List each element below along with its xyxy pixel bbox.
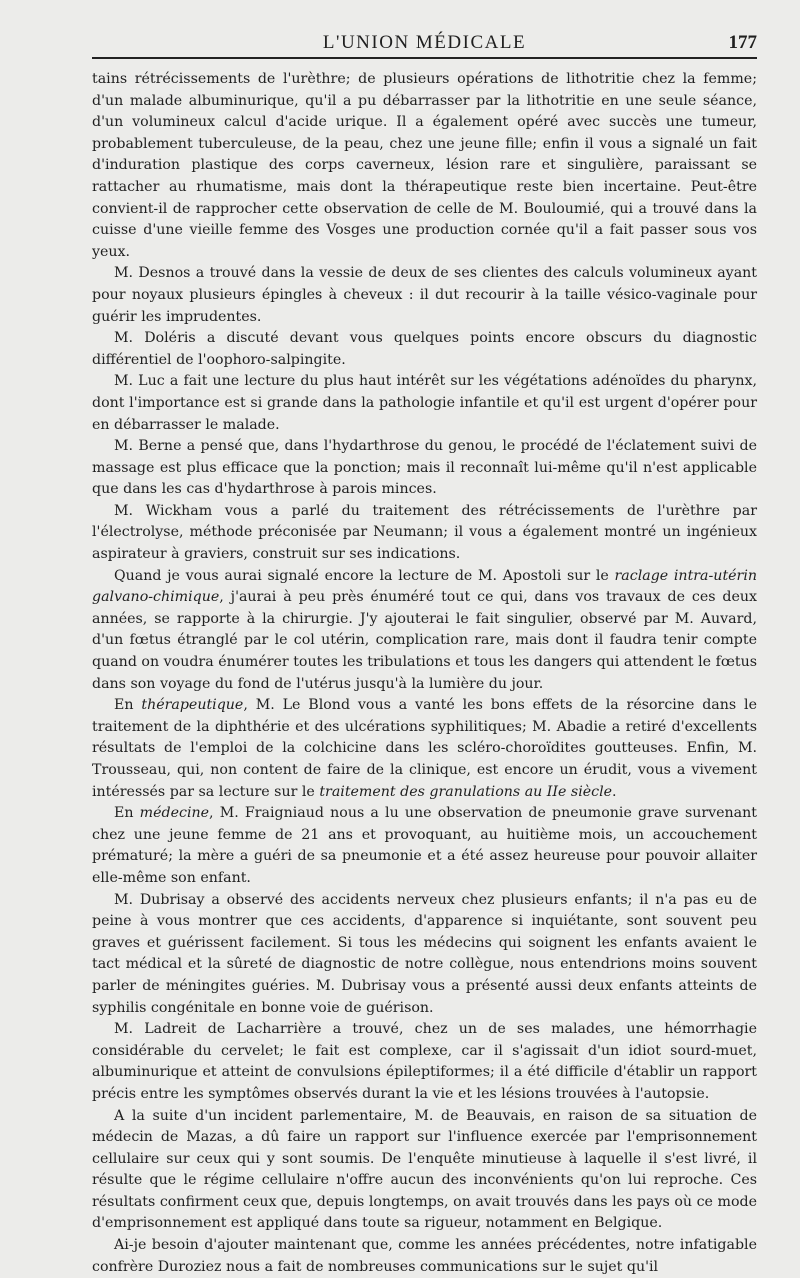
italic-text: traitement des granulations au IIe siècle xyxy=(319,783,613,800)
paragraph xyxy=(92,566,757,696)
paragraph-text: M. Luc a fait une lecture du plus haut intérêt sur les végétations adénoïdes du pharynx, dont l'importance est si grande dans la pathologie infantile et qu'il est urgent d'opérer pour en débarrasser le malade. xyxy=(92,373,757,433)
paragraph-text: M. Ladreit de Lacharrière a trouvé, chez un de ses malades, une hémorrhagie considérable du cervelet; le fait est complexe, car il s'agissait d'un idiot sourd-muet, albuminurique et atteint de convulsions épileptiformes; il a été difficile d'établir un rapport précis entre les symptômes observés durant la vie et les lésions trouvées à l'autopsie. xyxy=(92,1021,757,1102)
page-header xyxy=(92,30,757,62)
paragraph xyxy=(92,1106,757,1236)
paragraph-text: M. Wickham vous a parlé du traitement des rétrécissements de l'urèthre par l'électrolyse, méthode préconisée par Neumann; il vous a également montré un ingénieux aspirateur à graviers, construit sur ses indications. xyxy=(92,502,757,563)
paragraph-text: , j'aurai à peu près énuméré tout ce qui, dans vos travaux de ces deux années, se rapporte à la chirurgie. J'y ajouterai le fait singulier, observé par M. Auvard, d'un fœtus étranglé par le col utérin, complication rare, mais dont il faudra tenir compte quand on voudra énumérer toutes les tribulations et tous les dangers qui attendent le fœtus dans son voyage du fond de l'utérus jusqu'à la lumière du jour. xyxy=(92,589,757,692)
paragraph-text: En xyxy=(114,697,142,714)
paragraph-text: , M. Le Blond vous a vanté les bons effets de la résorcine dans le traitement de la diphthérie et des ulcérations syphilitiques; M. Abadie a retiré d'excellents résultats de l'emploi de la colchicine dans les scléro-choroïdites goutteuses. Enfin, M. Trousseau, qui, non content de faire de la clinique, est encore un érudit, vous a vivement intéressés par sa lecture sur le xyxy=(92,697,757,800)
paragraph-text: M. Dubrisay a observé des accidents nerveux chez plusieurs enfants; il n'a pas eu de peine à vous montrer que ces accidents, d'apparence si inquiétante, sont souvent peu graves et guérissent facilement. Si tous les médecins qui soignent les enfants avaient le tact médical et la sûreté de diagnostic de notre collègue, nous entendrions moins souvent parler de méningites guéries. M. Dubrisay vous a présenté aussi deux enfants atteints de syphilis congénitale en bonne voie de guérison. xyxy=(92,891,757,1016)
paragraph-text: Ai-je besoin d'ajouter maintenant que, comme les années précédentes, notre infatigable confrère Duroziez nous a fait de nombreuses communications sur le sujet qu'il xyxy=(92,1237,757,1275)
paragraph xyxy=(92,803,757,889)
paragraph xyxy=(92,436,757,501)
paragraph xyxy=(92,1019,757,1105)
header-rule xyxy=(92,57,757,59)
paragraph xyxy=(92,328,757,371)
paragraph xyxy=(92,501,757,566)
paragraph-text: M. Berne a pensé que, dans l'hydarthrose du genou, le procédé de l'éclatement suivi de massage est plus efficace que la ponction; mais il reconnaît lui-même qu'il n'est applicable que dans les cas d'hydarthrose à parois minces. xyxy=(92,438,757,498)
paragraph xyxy=(92,695,757,803)
paragraph-text: M. Doléris a discuté devant vous quelques points encore obscurs du diagnostic différentiel de l'oophoro-salpingite. xyxy=(92,330,757,368)
article-body xyxy=(92,69,757,1278)
paragraph xyxy=(92,371,757,436)
paragraph xyxy=(92,890,757,1020)
running-title: L'UNION MÉDICALE xyxy=(322,32,527,53)
paragraph xyxy=(92,263,757,328)
italic-text: thérapeutique xyxy=(141,697,244,714)
paragraph-text: En xyxy=(114,805,140,822)
italic-text: raclage intra-utérin galvano-chimique xyxy=(92,567,757,606)
page-number: 177 xyxy=(728,32,757,53)
paragraph-text: . xyxy=(612,783,617,800)
paragraph-text: tains rétrécissements de l'urèthre; de plusieurs opérations de lithotritie chez la femme; d'un malade albuminurique, qu'il a pu débarrasser par la lithotritie en une seule séance, d'un volumineux calcul d'acide urique. Il a également opéré avec succès une tumeur, probablement tuberculeuse, de la peau, chez une jeune fille; enfin il vous a signalé un fait d'induration plastique des corps caverneux, lésion rare et singulière, paraissant se rattacher au rhumatisme, mais dont la thérapeutique reste bien incertaine. Peut-être convient-il de rapprocher cette observation de celle de M. Bouloumié, qui a trouvé dans la cuisse d'une vieille femme des Vosges une production cornée qu'il a fait passer sous vos yeux. xyxy=(92,71,757,260)
paragraph-text: , M. Fraigniaud nous a lu une observation de pneumonie grave survenant chez une jeune femme de 21 ans et provoquant, au huitième mois, un accouchement prématuré; la mère a guéri de sa pneumonie et a été assez heureuse pour pouvoir allaiter elle-même son enfant. xyxy=(92,805,757,886)
paragraph xyxy=(92,1235,757,1278)
italic-text: médecine xyxy=(139,805,210,822)
paragraph xyxy=(92,69,757,263)
paragraph-text: Quand je vous aurai signalé encore la lecture de M. Apostoli sur le xyxy=(114,567,615,584)
paragraph-text: M. Desnos a trouvé dans la vessie de deux de ses clientes des calculs volumineux ayant pour noyaux plusieurs épingles à cheveux : il dut recourir à la taille vésico-vaginale pour guérir les imprudentes. xyxy=(92,265,757,325)
paragraph-text: A la suite d'un incident parlementaire, M. de Beauvais, en raison de sa situation de médecin de Mazas, a dû faire un rapport sur l'influence exercée par l'emprisonnement cellulaire sur ceux qui y sont soumis. De l'enquête minutieuse à laquelle il s'est livré, il résulte que le régime cellulaire n'offre aucun des inconvénients qu'on lui reproche. Ces résultats confirment ceux que, depuis longtemps, on avait trouvés dans les pays où ce mode d'emprisonnement est appliqué dans toute sa rigueur, notamment en Belgique. xyxy=(92,1107,757,1232)
